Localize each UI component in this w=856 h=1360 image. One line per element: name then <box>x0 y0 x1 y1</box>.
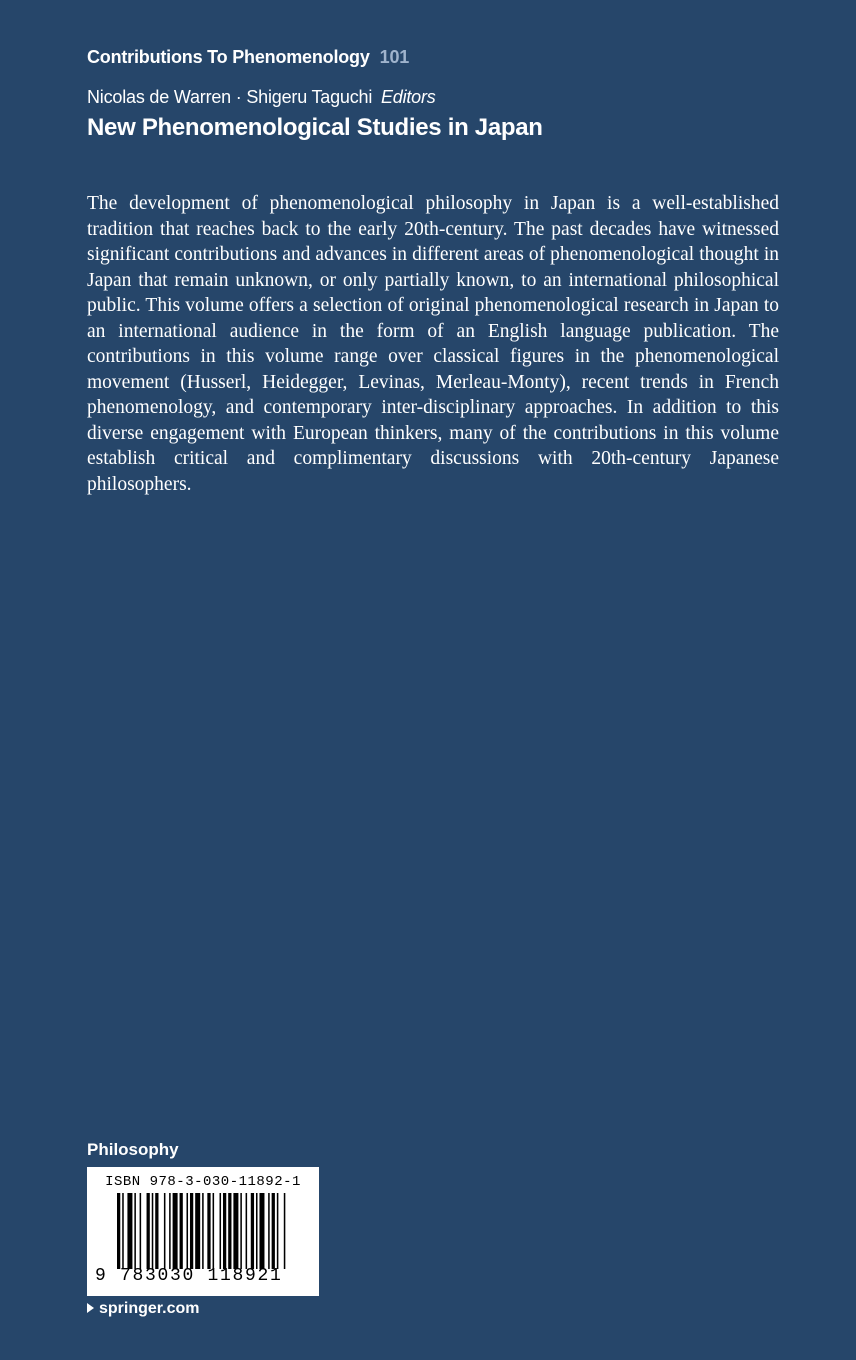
isbn-barcode <box>87 1167 319 1296</box>
series-number: 101 <box>379 47 410 67</box>
publisher-link[interactable] <box>87 1300 199 1318</box>
series-name: Contributions To Phenomenology <box>87 47 370 67</box>
triangle-arrow-icon <box>87 1303 94 1313</box>
book-description: The development of phenomenological philosophy in Japan is a well-established tradition that reaches back to the early 20th-century. The past decades have witnessed significant contributions and advances in different areas of phenomenological thought in Japan that remain unknown, or only partially known, to an international philosophical public. This volume offers a selection of original phenomenological research in Japan to an international audience in the form of an English language publication. The contributions in this volume range over classical figures in the phenomenological movement (Husserl, Heidegger, Levinas, Merleau-Monty), recent trends in French phenomenology, and contemporary inter-disciplinary approaches. In addition to this diverse engagement with European thinkers, many of the contributions in this volume establish critical and complimentary discussions with 20th-century Japanese philosophers. <box>87 193 779 495</box>
subject-category: Philosophy <box>87 1140 179 1159</box>
barcode-bars <box>117 1193 289 1269</box>
isbn-label: ISBN 978-3-030-11892-1 <box>105 1174 301 1190</box>
series-heading <box>87 47 409 68</box>
publisher-link-text[interactable]: springer.com <box>99 1300 200 1317</box>
editors-role: Editors <box>380 87 436 107</box>
barcode-digits: 9 783030 118921 <box>95 1266 283 1286</box>
editors-line <box>87 87 436 108</box>
editor-names: Nicolas de Warren · Shigeru Taguchi <box>87 87 373 107</box>
book-title: New Phenomenological Studies in Japan <box>87 114 543 141</box>
